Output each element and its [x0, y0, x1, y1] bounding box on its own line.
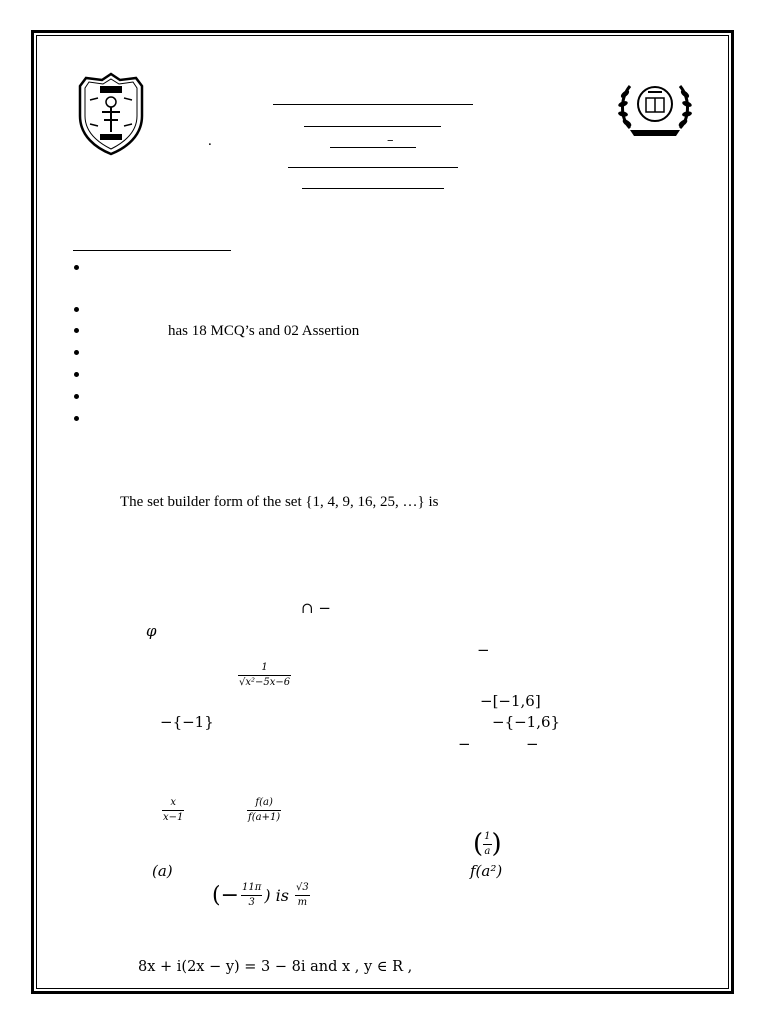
fraction-numerator: f(a): [255, 797, 273, 808]
option-a: −{−1}: [160, 713, 214, 731]
fraction-denominator: √x²−5x−6: [239, 677, 291, 688]
fraction-denominator: f(a+1): [248, 812, 281, 823]
header-dash: –: [387, 133, 394, 148]
instruction-text: has 18 MCQ’s and 02 Assertion: [168, 323, 360, 339]
header-line-5: [302, 188, 444, 189]
instruction-bullet: [74, 328, 79, 333]
fraction-numerator: √3: [295, 882, 309, 893]
school-logo-right: [616, 78, 694, 142]
instruction-bullet: [74, 416, 79, 421]
header-line-3: [330, 147, 416, 148]
fraction-numerator: 1: [484, 830, 491, 842]
header-line-2: [304, 126, 441, 127]
set-operation-symbols: ∩ −: [301, 599, 331, 617]
fraction-bar: [241, 895, 262, 896]
fraction-denominator: 3: [248, 897, 255, 908]
fraction-bar: [247, 810, 281, 811]
fraction-denominator: m: [297, 897, 308, 908]
dash-symbol: −: [477, 641, 490, 659]
trig-fraction: [241, 882, 262, 909]
phi-symbol: φ: [146, 622, 157, 640]
function-fraction-x: [162, 797, 184, 824]
fraction-bar: [238, 675, 291, 676]
paren-close: ): [491, 829, 502, 859]
f-of-a: (a): [152, 862, 173, 880]
school-logo-left: [76, 72, 146, 156]
fraction-bar: [295, 895, 310, 896]
complex-equation: 8x + i(2x − y) = 3 − 8i and x , y ∈ R ,: [138, 959, 413, 975]
trig-expression: [212, 882, 310, 909]
header-line-1: [273, 104, 473, 105]
option-d: −{−1,6}: [492, 713, 561, 731]
fraction-bar: [162, 810, 184, 811]
instructions-heading-underline: [73, 250, 231, 251]
fraction-bar: [483, 844, 491, 845]
instruction-bullet: [74, 372, 79, 377]
page-border-inner: [36, 35, 729, 989]
dash-symbol: −: [526, 735, 539, 753]
fraction-numerator: 11π: [242, 882, 262, 893]
paren-fraction: [473, 829, 502, 859]
instruction-bullet: [74, 394, 79, 399]
trig-is: ) is: [264, 886, 289, 905]
instruction-bullet: [74, 307, 79, 312]
trig-paren-open: (−: [212, 883, 240, 908]
instruction-bullet: [74, 350, 79, 355]
option-c: −[−1,6]: [480, 692, 541, 710]
dash-symbol: −: [458, 735, 471, 753]
instruction-bullet: [74, 265, 79, 270]
paren-open: (: [473, 829, 484, 859]
fraction-numerator: x: [170, 797, 177, 808]
f-of-a-squared: f(a²): [470, 862, 503, 880]
fraction-denominator: x−1: [163, 812, 184, 823]
function-fraction-fa: [247, 797, 281, 824]
fraction-denominator: a: [484, 845, 491, 857]
trig-rhs-fraction: [295, 882, 310, 909]
inner-fraction: [483, 831, 491, 858]
header-line-4: [288, 167, 458, 168]
header-dot: .: [208, 133, 212, 149]
domain-fraction: [238, 662, 291, 689]
question-set-builder: The set builder form of the set {1, 4, 9, 16, 25, …} is: [120, 494, 439, 510]
fraction-numerator: 1: [261, 662, 268, 673]
